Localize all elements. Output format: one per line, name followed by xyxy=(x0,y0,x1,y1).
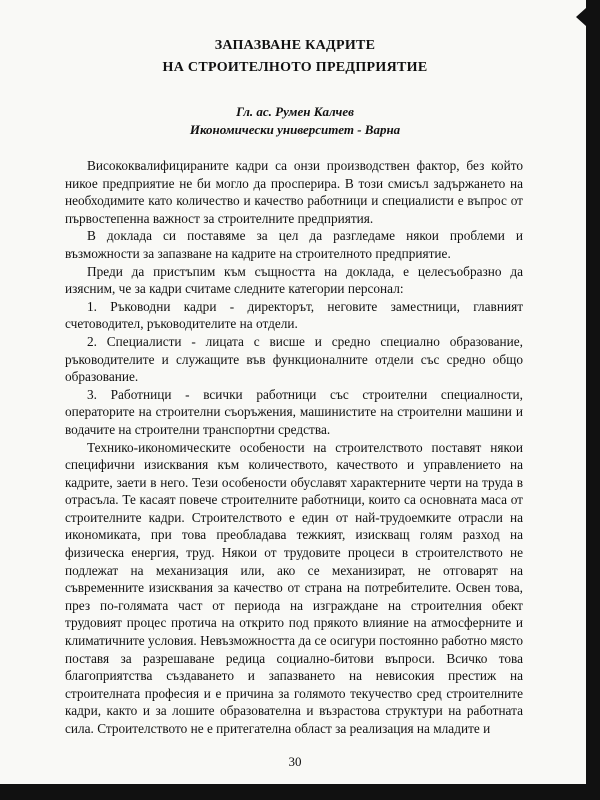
scan-edge-bottom xyxy=(0,784,600,800)
page-number: 30 xyxy=(288,754,302,769)
author-affiliation: Икономически университет - Варна xyxy=(189,122,401,137)
title-line-1: ЗАПАЗВАНЕ КАДРИТЕ xyxy=(214,38,376,53)
paragraph: 3. Работници - всички работници със строителни специалности, операторите на строителни съоръжения, машинистите на строителни машини и водачите на строителни транспортни средства. xyxy=(65,386,523,437)
title-line-2: НА СТРОИТЕЛНОТО ПРЕДПРИЯТИЕ xyxy=(162,60,428,75)
paragraph: Технико-икономическите особености на строителството поставят някои специфични изисквания към количеството, качеството и управлението на кадрите, заети в него. Тези особености обуславят характерните черти на труда в отрасъла. Те касаят повече строителните работници, които са основната маса от строителните кадри. Строителството е един от най-трудоемките отрасли на икономиката, при това преобладава тежкият, изискващ голям разход на физическа енергия, труд. Някои от трудовите процеси в строителството не подлежат на механизация или, ако се механизират, не отговарят на съвременните изисквания за качество от страна на потребителите. Освен това, през по-голямата част от периода на изграждане на строителния обект трудовият процес протича на открито под прякото влияние на атмосферните и климатичните условия. Невъзможността да се осигури постоянно работно място поставя за разрешаване редица социално-битови въпроси. Всичко това благоприятства създаването и запазването на невисокия престиж на строителната професия и е причина за голямото текучество сред строителните кадри, както и за лошите образователна и възрастова структури на работната сила. Строителството не е притегателна област за реализация на младите и xyxy=(65,439,523,736)
scan-edge-marker xyxy=(576,8,586,26)
paragraph: В доклада си поставяме за цел да разгледаме някои проблеми и възможности за запазване на кадрите на строителното предприятие. xyxy=(65,228,523,261)
paragraph: 1. Ръководни кадри - директорът, неговите заместници, главният счетоводител, ръководителите на отдели. xyxy=(65,298,523,332)
paragraph: Преди да пристъпим към същността на доклада, е целесъобразно да изясним, че за кадри считаме следните категории персонал: xyxy=(65,263,523,297)
paragraph: 2. Специалисти - лицата с висше и средно специално образование, ръководителите и служащите във функционалните отдели със средно общо образование. xyxy=(65,333,523,385)
body-text xyxy=(65,157,523,738)
scan-edge-right xyxy=(586,0,600,800)
author-name: Гл. ас. Румен Калчев xyxy=(236,104,354,119)
paragraph: Висококвалифицираните кадри са онзи производствен фактор, без който никое предприятие не би могло да просперира. В този смисъл задържането на необходимите като количество и качество работници и специалисти е въпрос от първостепенна важност за строителните предприятия. xyxy=(65,158,523,226)
